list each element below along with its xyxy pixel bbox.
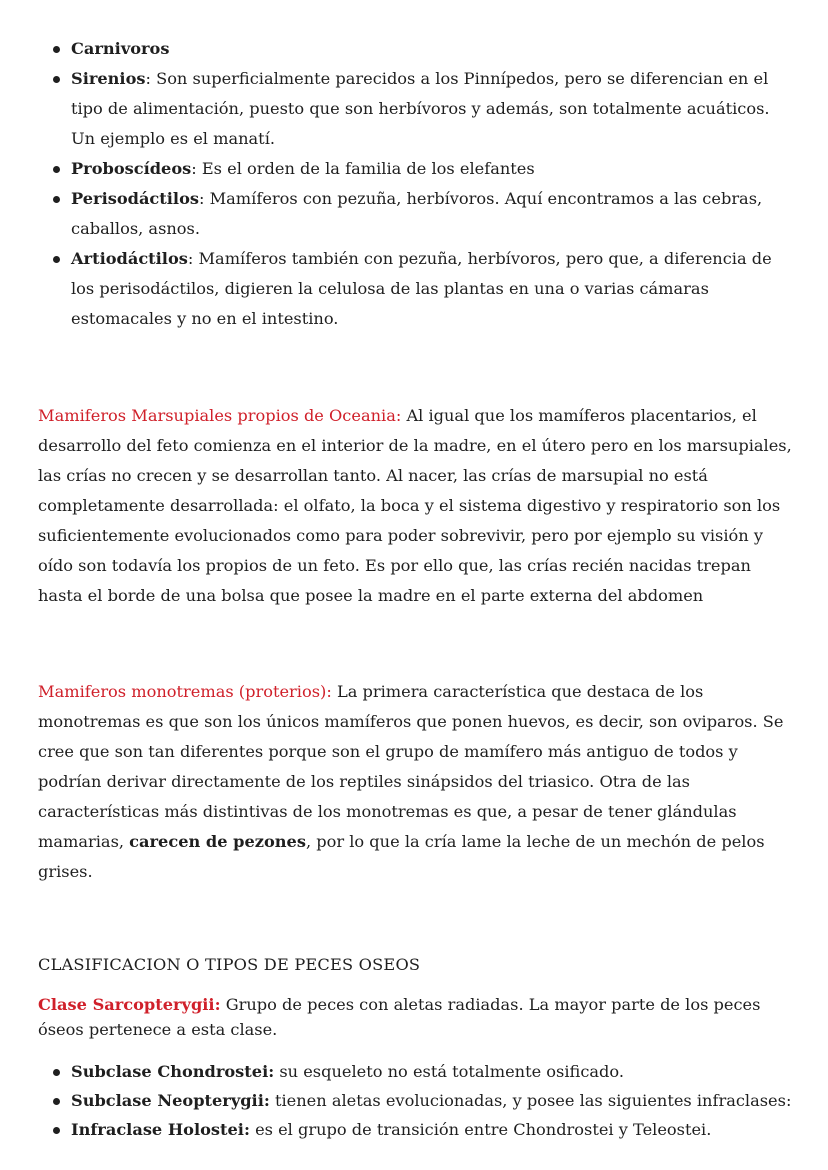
section-heading: CLASIFICACION O TIPOS DE PECES OSEOS [38,955,421,974]
list-item [38,1115,798,1144]
list-item-text: : Mamíferos con pezuña, herbívoros. Aquí encontramos a las cebras, caballos, asnos. [71,189,763,238]
marsupiales-text: Al igual que los mamíferos placentarios, el desarrollo del feto comienza en el interior de la madre, en el útero pero en los marsupiales, las crías no crecen y se desarrollan tanto. Al nacer, las crías de marsupial no está completamente desarrollada: el olfato, la boca y el sistema digestivo y respiratorio son los suficientemente evolucionados como para poder sobrevivir, pero por ejemplo su visión y oído son todavía los propios de un feto. Es por ello que, las crías recién nacidas trepan hasta el borde de una bolsa que posee la madre en el parte externa del abdomen [38,406,792,605]
document-page [38,34,798,1144]
marsupiales-title: Mamiferos Marsupiales propios de Oceania: [38,406,402,425]
list-item-term: Sirenios [71,69,146,88]
monotremas-text-before: La primera característica que destaca de los monotremas es que son los únicos mamíferos que ponen huevos, es decir, son oviparos. Se cree que son tan diferentes porque son el grupo de mamífero más antiguo de todos y podrían derivar directamente de los reptiles sinápsidos del triasico. Otra de las características más distintivas de los monotremas es que, a pesar de tener glándulas mamarias, [38,682,784,851]
list-item-term: Artiodáctilos [71,249,188,268]
clase-paragraph [38,992,798,1042]
mammal-orders-list [38,34,798,334]
list-item-term: Carnivoros [71,39,170,58]
list-item [38,1057,798,1086]
list-item-text: es el grupo de transición entre Chondrostei y Teleostei. [249,1120,712,1139]
monotremas-bold-text: carecen de pezones [129,832,306,851]
monotremas-title: Mamiferos monotremas (proterios): [38,682,332,701]
list-item-term: Subclase Neopterygii: [71,1091,270,1110]
clase-title: Clase Sarcopterygii: [38,995,221,1014]
list-item-term: Subclase Chondrostei: [71,1062,275,1081]
list-item-text: : Mamíferos también con pezuña, herbívoros, pero que, a diferencia de los perisodáctilos, digieren la celulosa de las plantas en una o varias cámaras estomacales y no en el intestino. [71,249,772,328]
clase-text: Grupo de peces con aletas radiadas. La mayor parte de los peces óseos pertenece a esta clase. [38,995,761,1039]
list-item-text: : Son superficialmente parecidos a los Pinnípedos, pero se diferencian en el tipo de alimentación, puesto que son herbívoros y además, son totalmente acuáticos. Un ejemplo es el manatí. [71,69,770,148]
list-item-term: Perisodáctilos [71,189,199,208]
list-item [38,244,798,334]
list-item-text: su esqueleto no está totalmente osificado. [274,1062,625,1081]
list-item [38,64,798,154]
list-item-term: Proboscídeos [71,159,192,178]
peces-list [38,1057,798,1144]
list-item-term: Infraclase Holostei: [71,1120,250,1139]
list-item [38,184,798,244]
monotremas-paragraph [38,677,798,887]
monotremas-text-after: , por lo que la cría lame la leche de un mechón de pelos grises. [38,832,765,881]
list-item [38,34,798,64]
list-item [38,1086,798,1115]
list-item [38,154,798,184]
list-item-text: : Es el orden de la familia de los elefantes [191,159,535,178]
marsupiales-paragraph [38,401,798,611]
list-item-text: tienen aletas evolucionadas, y posee las siguientes infraclases: [269,1091,792,1110]
